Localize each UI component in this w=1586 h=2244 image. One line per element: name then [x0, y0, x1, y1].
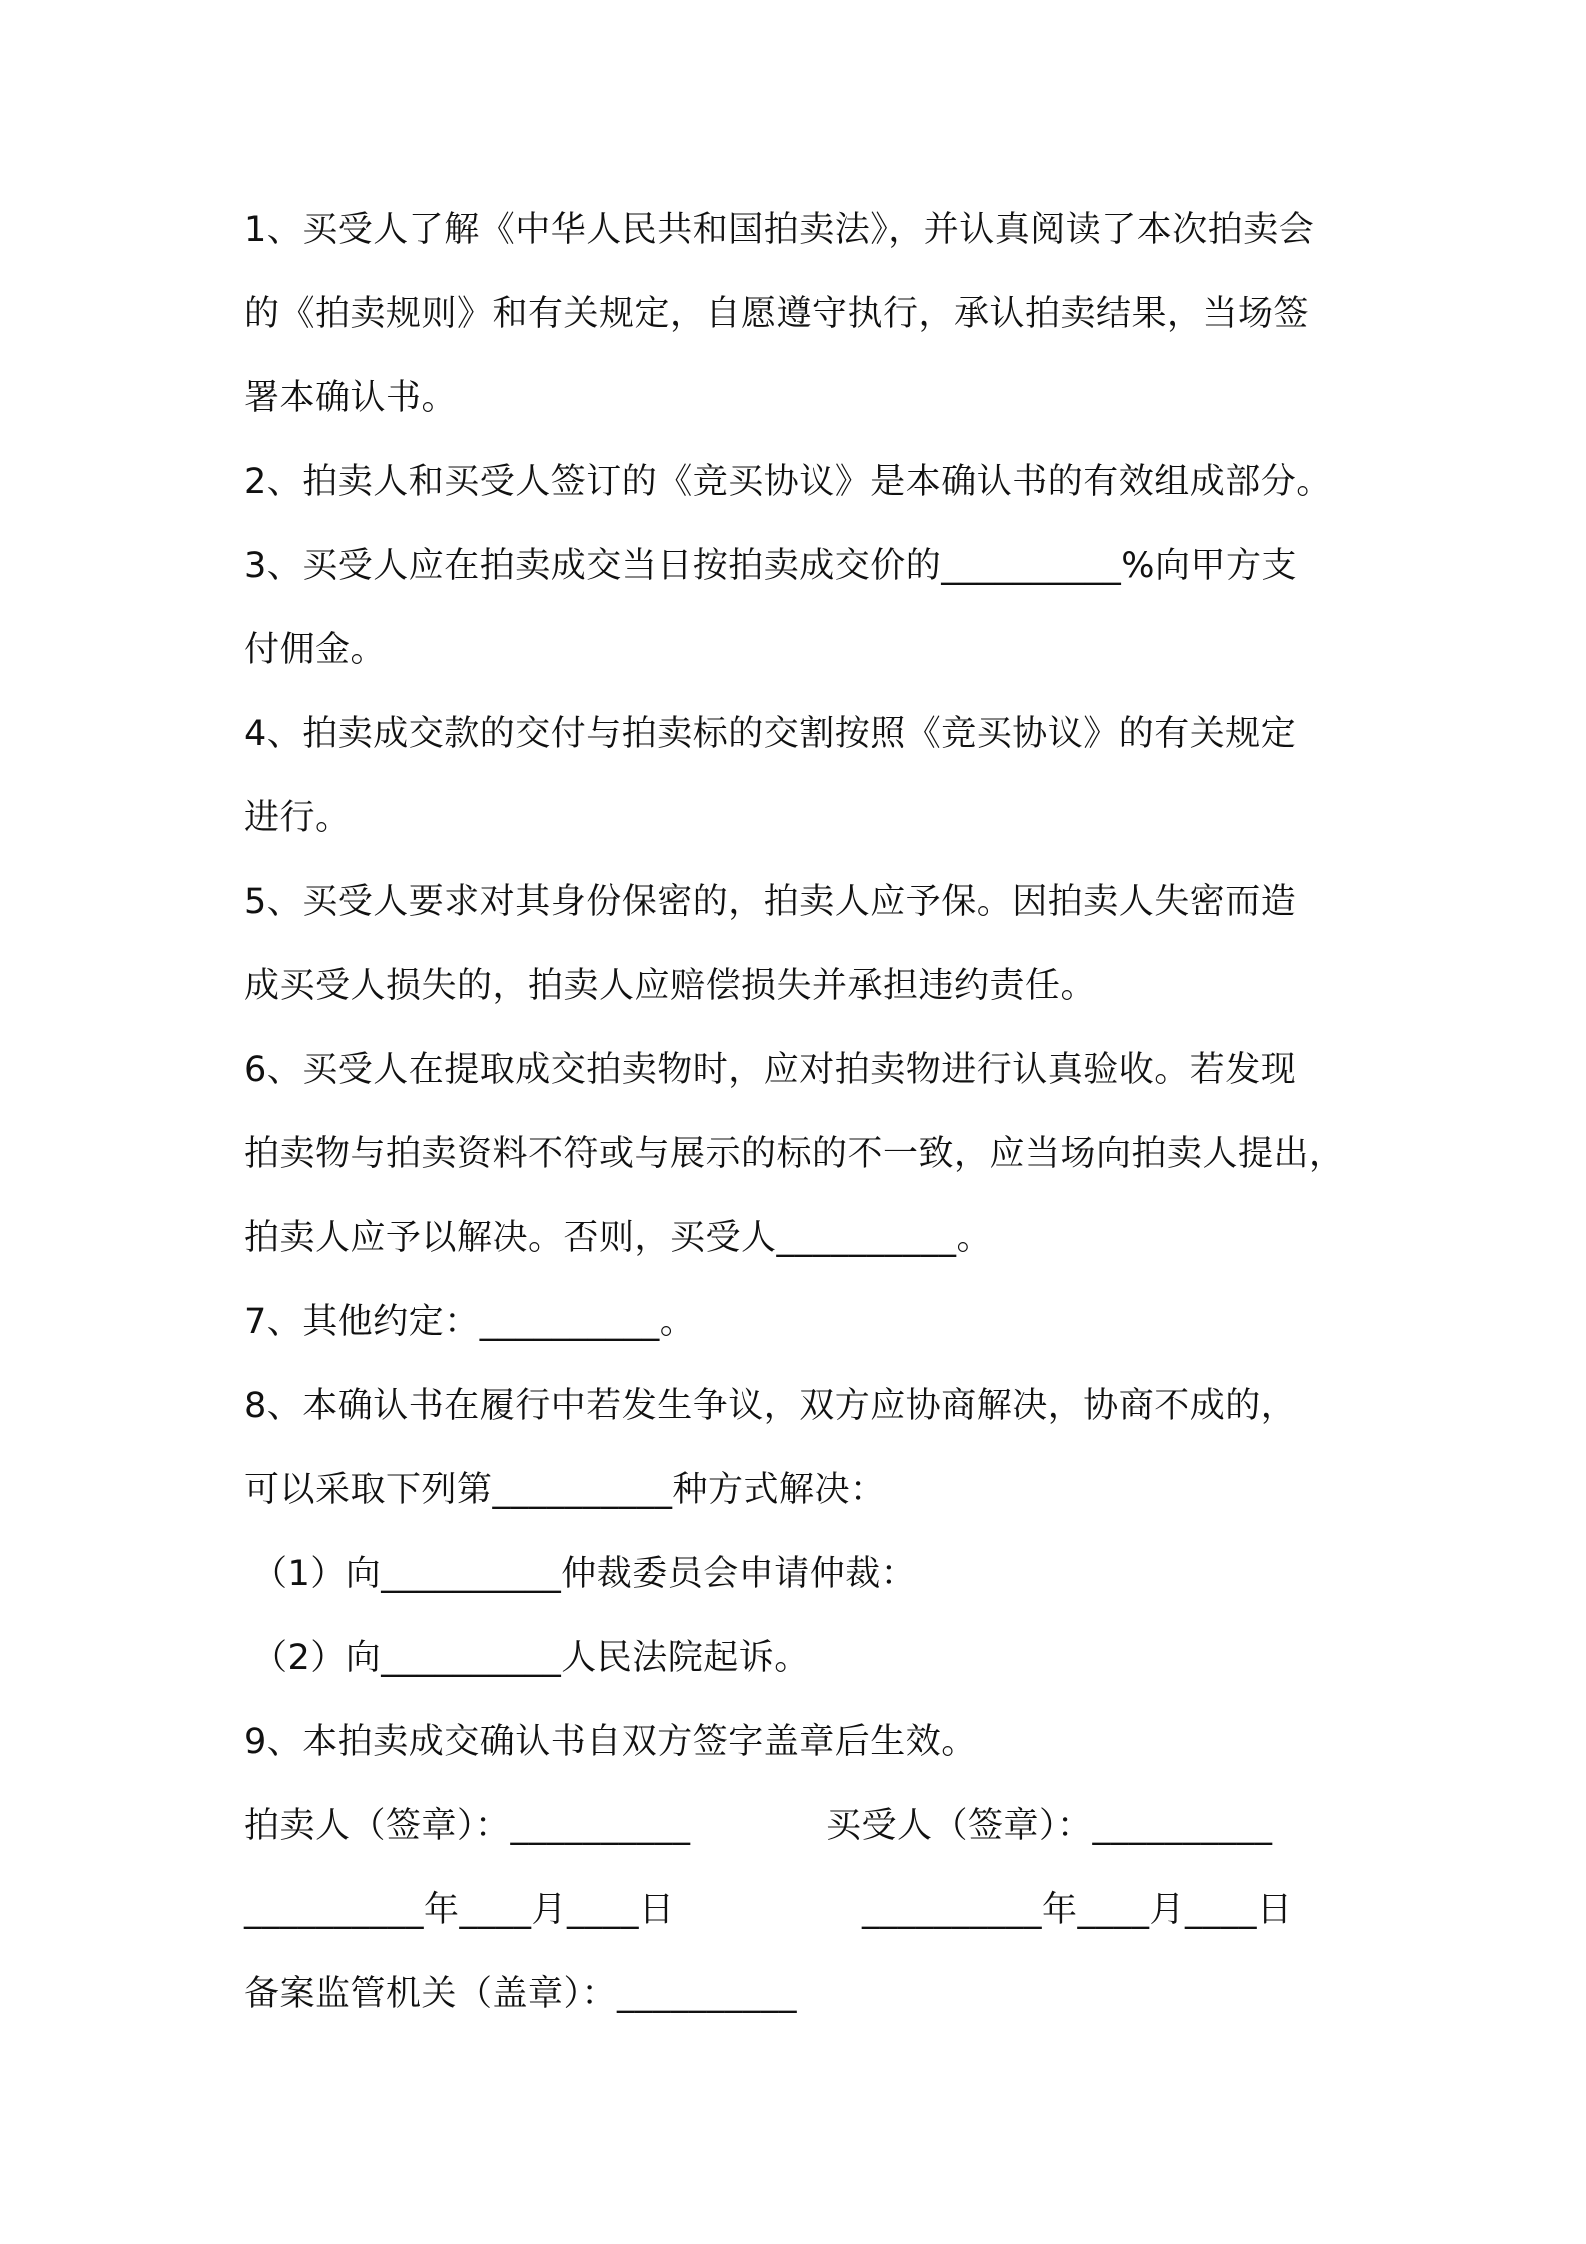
clause-1-line-2: 的《拍卖规则》和有关规定，自愿遵守执行，承认拍卖结果，当场签	[244, 294, 1310, 334]
clause-5-line-2: 成买受人损失的，拍卖人应赔偿损失并承担违约责任。	[244, 966, 1097, 1006]
clause-9-line-1: 9、本拍卖成交确认书自双方签字盖章后生效。	[244, 1722, 977, 1762]
clause-5-line-1: 5、买受人要求对其身份保密的，拍卖人应予保。因拍卖人失密而造	[244, 882, 1297, 922]
buyer-date: __________年____月____日	[862, 1890, 1293, 1930]
clause-6-line-1: 6、买受人在提取成交拍卖物时，应对拍卖物进行认真验收。若发现	[244, 1050, 1297, 1090]
clause-8-line-1: 8、本确认书在履行中若发生争议，双方应协商解决，协商不成的，	[244, 1386, 1297, 1426]
auctioneer-signature: 拍卖人（签章）：__________	[244, 1806, 691, 1846]
auctioneer-date: __________年____月____日	[244, 1890, 675, 1930]
clause-3-line-1: 3、买受人应在拍卖成交当日按拍卖成交价的__________%向甲方支	[244, 546, 1298, 586]
clause-6-line-2: 拍卖物与拍卖资料不符或与展示的标的不一致，应当场向拍卖人提出，	[244, 1134, 1345, 1174]
clause-7-line-1: 7、其他约定：__________。	[244, 1302, 696, 1342]
clause-1-line-3: 署本确认书。	[244, 378, 458, 418]
clause-6-line-3: 拍卖人应予以解决。否则，买受人__________。	[244, 1218, 993, 1258]
registry-signature: 备案监管机关（盖章）：__________	[244, 1974, 798, 2014]
clause-4-line-1: 4、拍卖成交款的交付与拍卖标的交割按照《竞买协议》的有关规定	[244, 714, 1297, 754]
clause-8-option-1: （1）向__________仲裁委员会申请仲裁：	[252, 1554, 917, 1594]
clause-4-line-2: 进行。	[244, 798, 351, 838]
clause-3-line-2: 付佣金。	[244, 630, 387, 670]
clause-8-line-2: 可以采取下列第__________种方式解决：	[244, 1470, 886, 1510]
buyer-signature: 买受人（签章）：__________	[826, 1806, 1273, 1846]
clause-2-line-1: 2、拍卖人和买受人签订的《竞买协议》是本确认书的有效组成部分。	[244, 462, 1332, 502]
clause-1-line-1: 1、买受人了解《中华人民共和国拍卖法》，并认真阅读了本次拍卖会	[244, 210, 1315, 250]
clause-8-option-2: （2）向__________人民法院起诉。	[252, 1638, 810, 1678]
